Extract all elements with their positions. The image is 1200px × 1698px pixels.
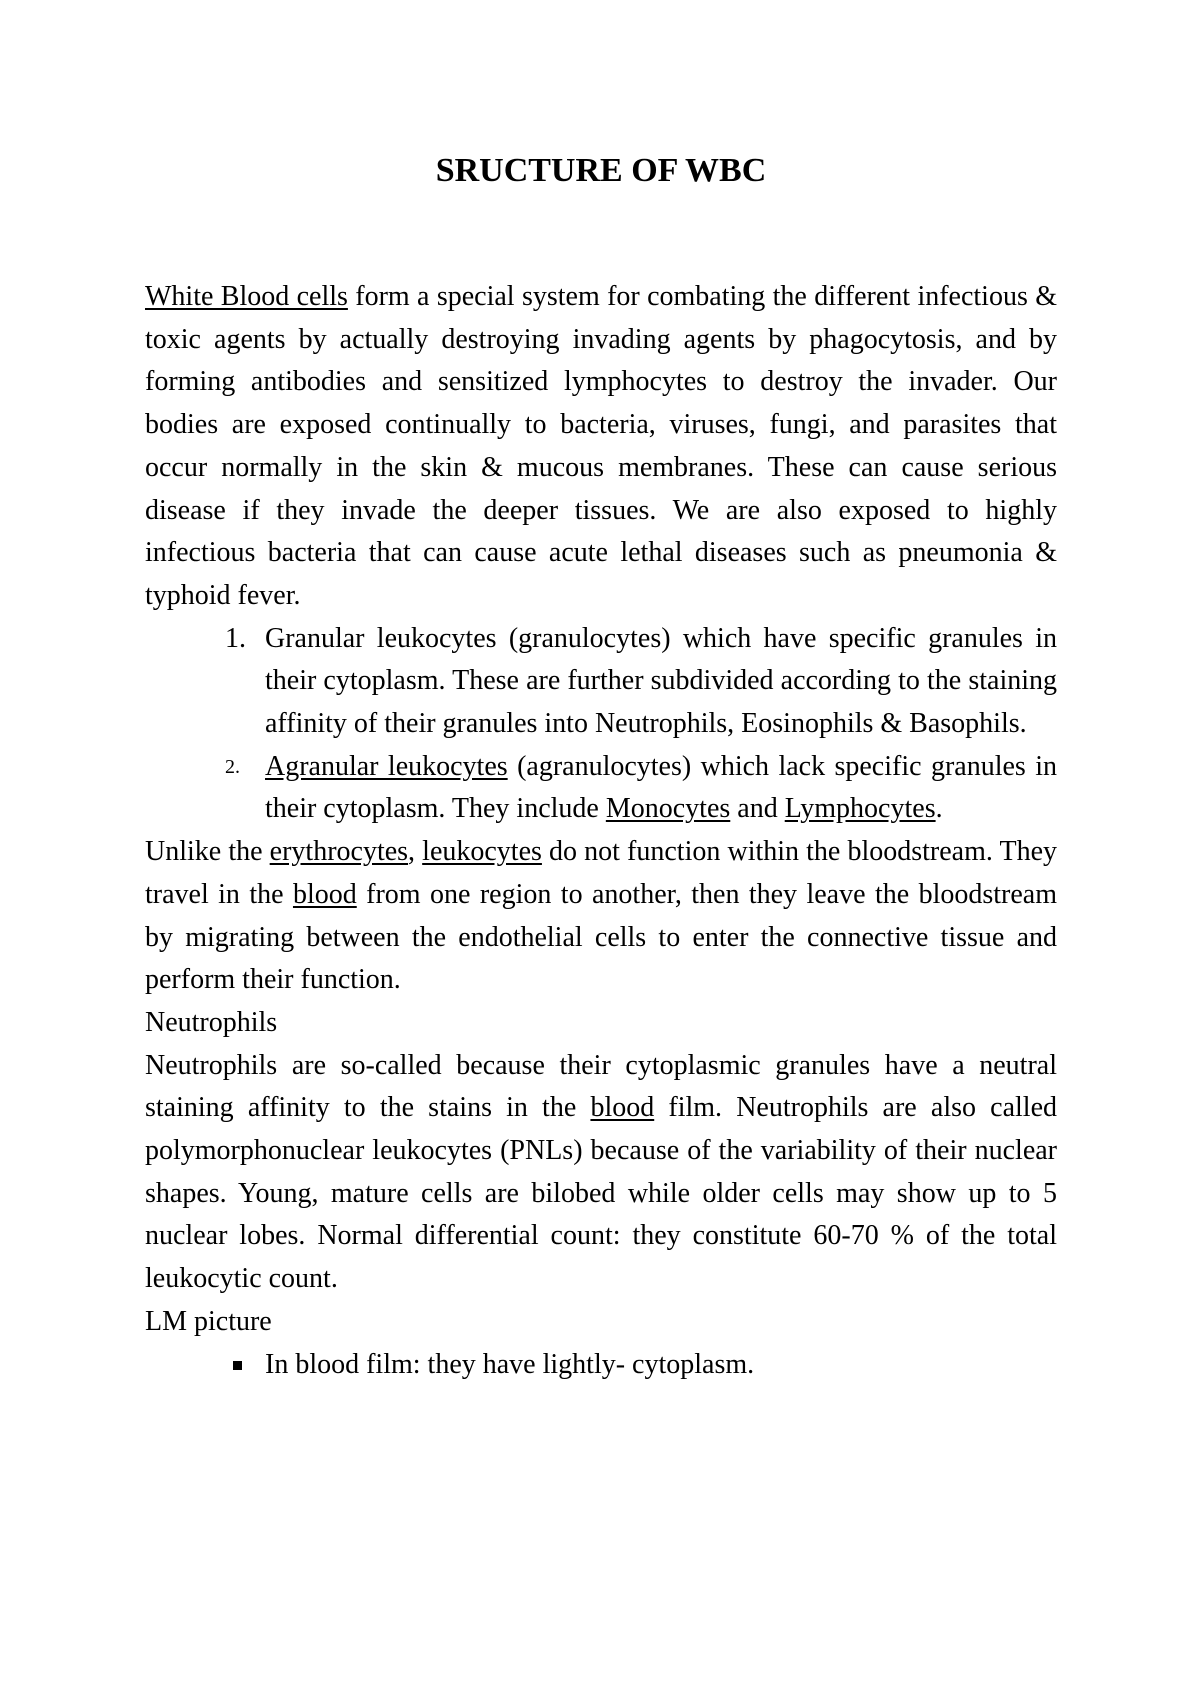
- list-item-agranular: [145, 746, 1057, 831]
- white-blood-cells-link[interactable]: White Blood cells: [145, 281, 348, 312]
- erythrocytes-link[interactable]: erythrocytes: [269, 836, 409, 868]
- square-bullet-icon: [233, 1361, 242, 1370]
- unlike-paragraph: [145, 831, 1057, 1002]
- list-item-2-text: [265, 746, 1057, 831]
- monocytes-link[interactable]: Monocytes: [605, 793, 731, 825]
- list-marker-2: 2.: [225, 755, 240, 778]
- unlike-text-c: do not function within the bloodstream. They travel in the: [145, 836, 1058, 910]
- list-marker-1: 1.: [225, 622, 246, 654]
- bullet-item: [145, 1344, 1057, 1387]
- neutrophils-text-a: Neutrophils are so-called because their cytoplasmic granules have a neutral staining affinity to the stains in the: [145, 1049, 1057, 1124]
- neutrophils-text-b: film. Neutrophils are also called polymorphonuclear leukocytes (PNLs) because of the variability of their nuclear shapes. Young, mature cells are bilobed while older cells may show up to 5 nuclear lobes. Normal differential count: they constitute 60-70 % of the total leukocytic count.: [145, 1092, 1058, 1295]
- agranular-leukocytes-link[interactable]: Agranular leukocytes: [265, 750, 508, 782]
- neutrophils-paragraph: [145, 1045, 1057, 1301]
- list-item-2-text-c: .: [935, 793, 943, 825]
- unlike-text-b: ,: [408, 836, 423, 868]
- bullet-text: In blood film: they have lightly- cytoplasm.: [265, 1348, 755, 1380]
- document-body: [145, 276, 1057, 1386]
- list-item-2-text-b: and: [730, 793, 785, 825]
- intro-text: form a special system for combating the different infectious & toxic agents by actually destroying invading agents by phagocytosis, and by forming antibodies and sensitized lymphocytes to destroy the invader. Our bodies are exposed continually to bacteria, viruses, fungi, and parasites that occur normally in the skin & mucous membranes. These can cause serious disease if they invade the deeper tissues. We are also exposed to highly infectious bacteria that can cause acute lethal diseases such as pneumonia & typhoid fever.: [145, 281, 1057, 611]
- list-item-1-text: Granular leukocytes (granulocytes) which have specific granules in their cytoplasm. These are further subdivided according to the staining affinity of their granules into Neutrophils, Eosinophils & Basophils.: [265, 622, 1057, 740]
- page-title: SRUCTURE OF WBC: [435, 152, 767, 189]
- intro-paragraph: [145, 276, 1057, 618]
- list-item-granular: [145, 618, 1057, 746]
- unlike-text-d: from one region to another, then they leave the bloodstream by migrating between the endothelial cells to enter the connective tissue and perform their function.: [145, 878, 1057, 996]
- neutrophils-heading: Neutrophils: [145, 1006, 278, 1038]
- leukocytes-link[interactable]: leukocytes: [422, 836, 542, 868]
- blood-film-link[interactable]: blood: [590, 1092, 655, 1124]
- lm-picture-heading: LM picture: [145, 1305, 272, 1337]
- blood-link[interactable]: blood: [292, 878, 357, 910]
- list-item-2-text-a: (agranulocytes) which lack specific granules in their cytoplasm. They include: [265, 750, 1057, 825]
- unlike-text-a: Unlike the: [145, 836, 270, 868]
- lymphocytes-link[interactable]: Lymphocytes: [784, 793, 936, 825]
